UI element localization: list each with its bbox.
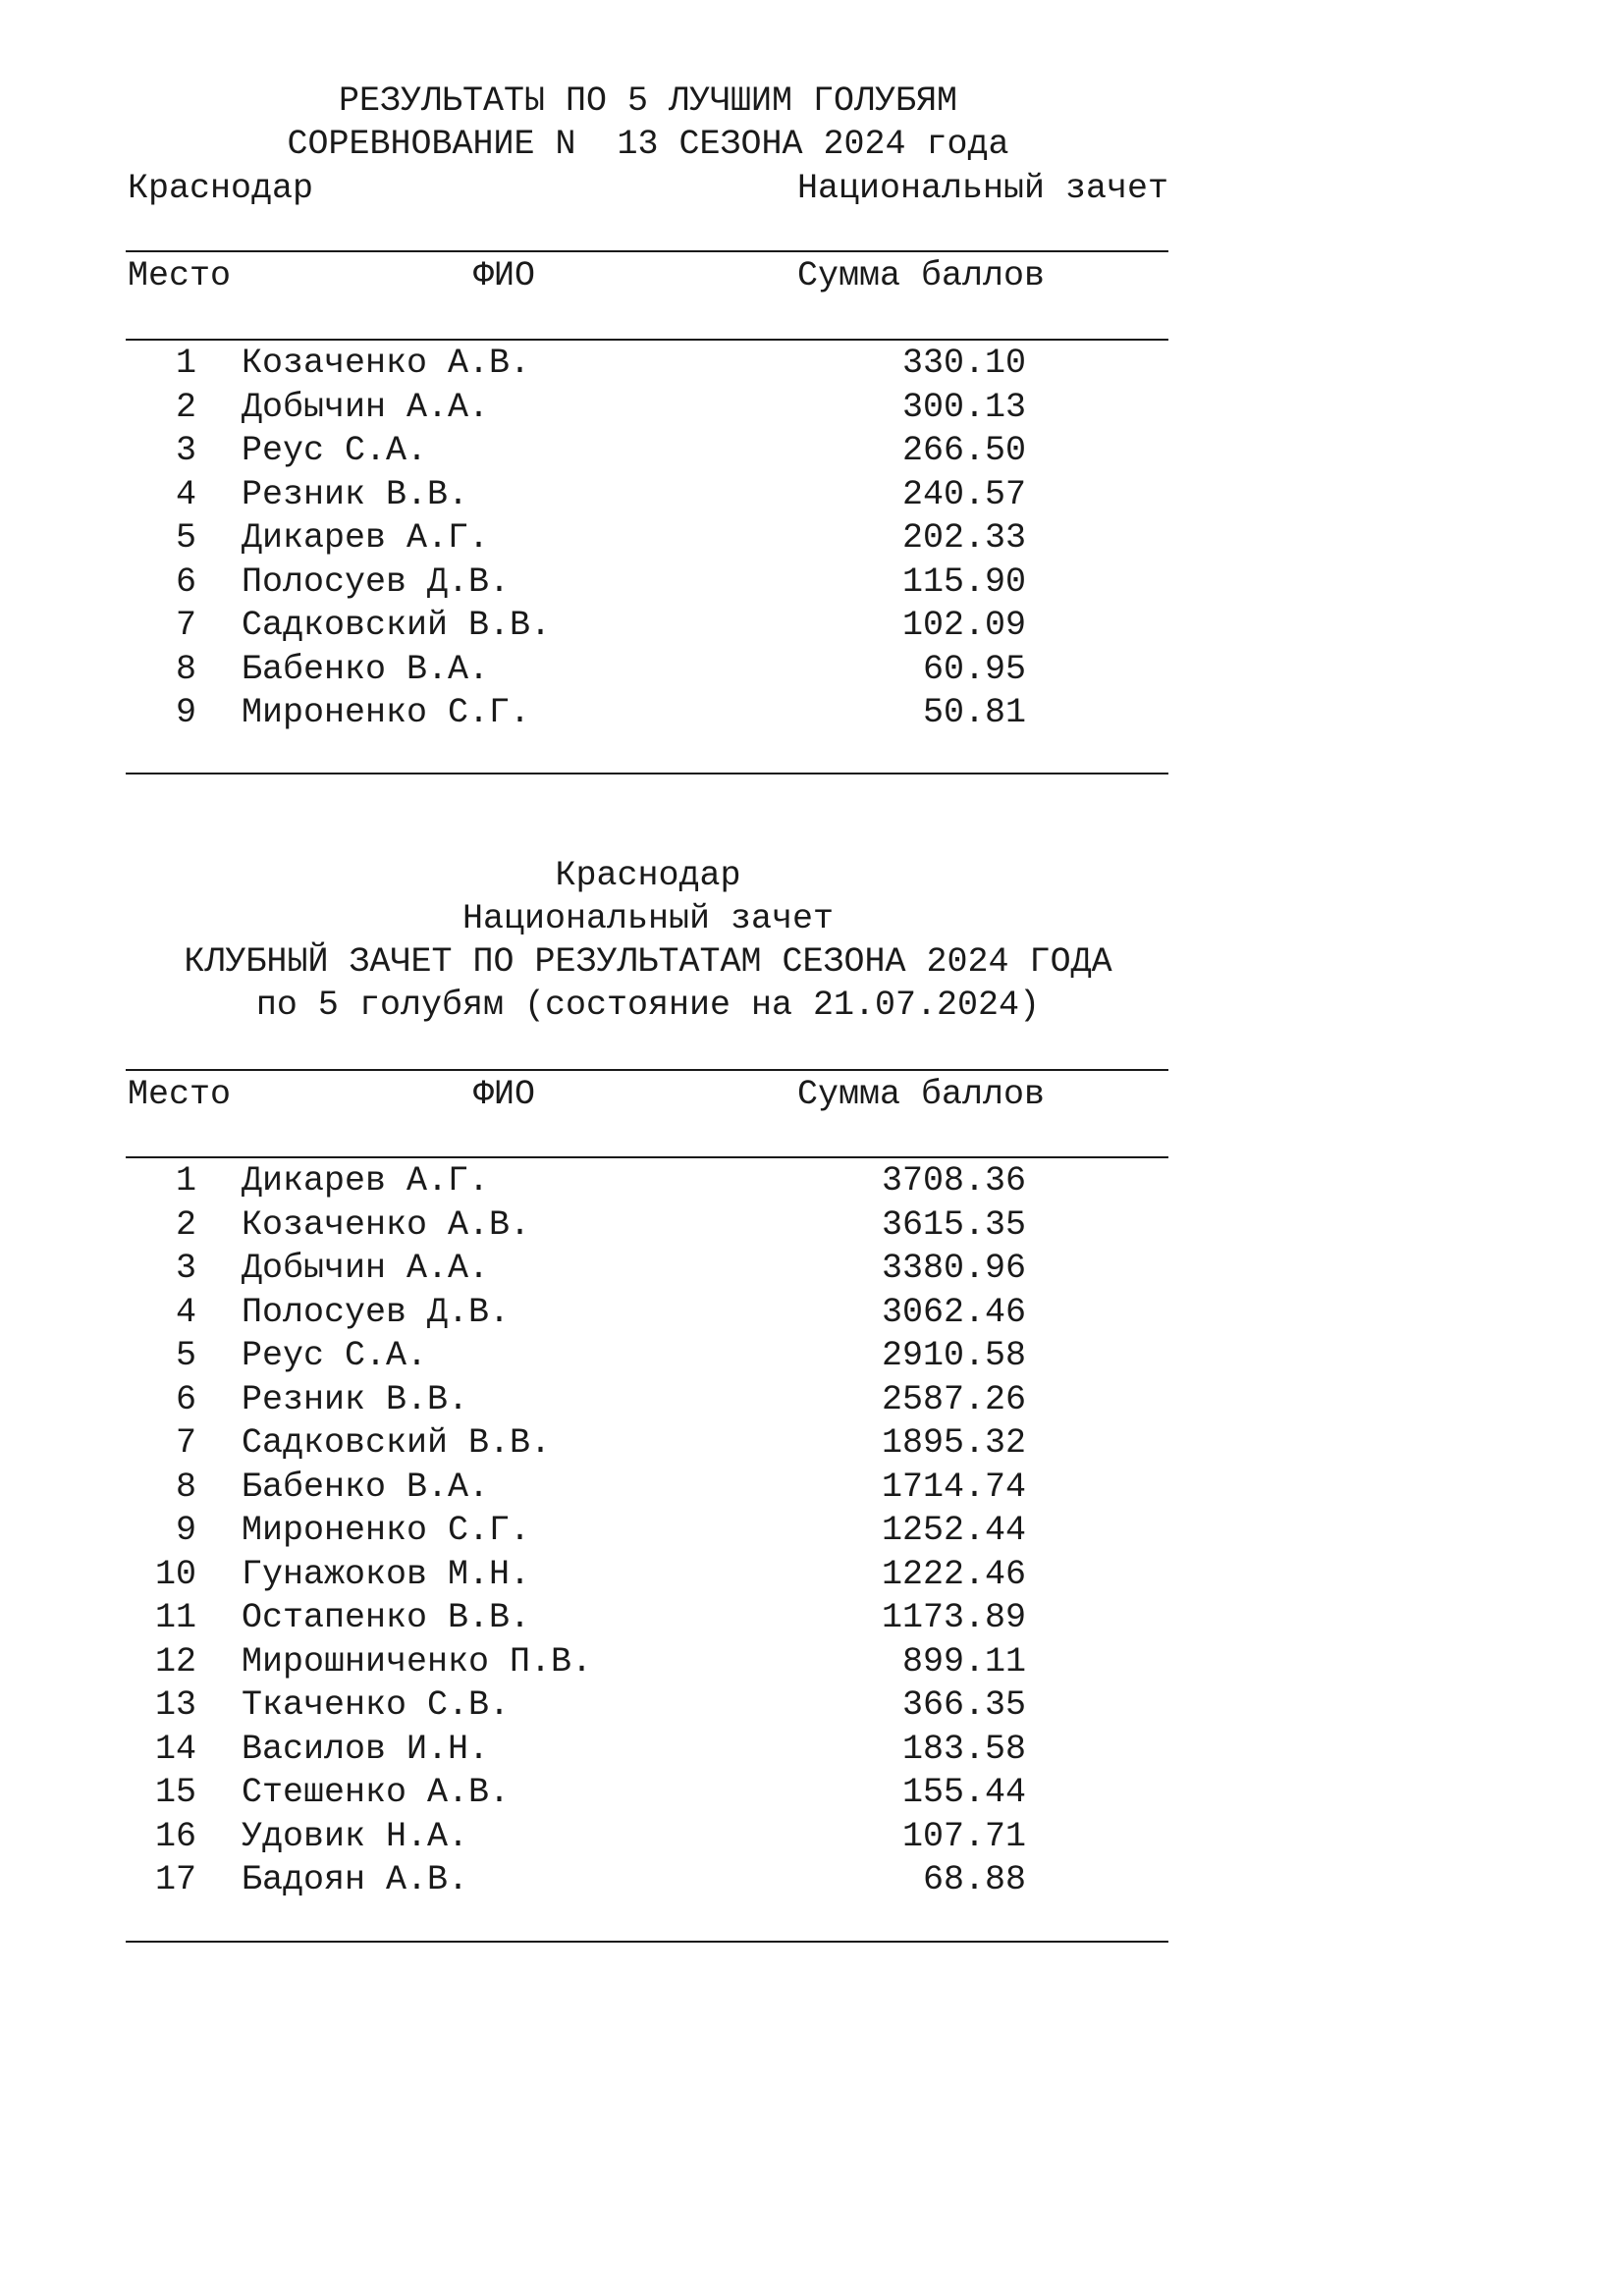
row-name: Садковский В.В. (242, 606, 552, 645)
section2-title: КЛУБНЫЙ ЗАЧЕТ ПО РЕЗУЛЬТАТАМ СЕЗОНА 2024 ГОДА (184, 942, 1112, 982)
row-place: 15 (154, 1773, 196, 1812)
row-name: Садковский В.В. (242, 1423, 552, 1463)
row-name: Мироненко С.Г. (242, 693, 531, 732)
row-score: 68.88 (922, 1860, 1026, 1899)
row-place: 3 (175, 431, 196, 470)
row-name: Мироненко С.Г. (242, 1511, 531, 1550)
row-score: 115.90 (901, 561, 1026, 602)
row-score: 2910.58 (881, 1336, 1026, 1375)
row-name: Резник В.В. (242, 474, 469, 514)
row-place: 3 (175, 1249, 196, 1288)
row-score: 60.95 (922, 649, 1026, 689)
section2-category: Национальный зачет (461, 899, 835, 938)
row-place: 6 (175, 1379, 196, 1419)
row-score: 1222.46 (881, 1554, 1026, 1594)
section2-rule-header (126, 1156, 1168, 1158)
section1-title: РЕЗУЛЬТАТЫ ПО 5 ЛУЧШИМ ГОЛУБЯМ (338, 81, 958, 121)
section2-header-name: ФИО (473, 1075, 536, 1114)
row-score: 240.57 (901, 474, 1026, 514)
row-name: Добычин А.А. (242, 387, 490, 427)
section1-rule-top (126, 250, 1168, 252)
section1-header-place: Место (128, 256, 232, 295)
section2-rule-top (126, 1069, 1168, 1071)
row-name: Остапенко В.В. (242, 1598, 531, 1637)
row-place: 9 (175, 1511, 196, 1550)
row-score: 2587.26 (881, 1379, 1026, 1419)
row-score: 300.13 (901, 387, 1026, 427)
section1-city: Краснодар (128, 169, 314, 208)
section2-header-score: Сумма баллов (797, 1075, 1046, 1114)
row-place: 7 (175, 606, 196, 645)
row-score: 366.35 (901, 1685, 1026, 1725)
row-score: 3380.96 (881, 1249, 1026, 1288)
section1-category: Национальный зачет (796, 169, 1168, 208)
row-place: 1 (175, 344, 196, 383)
row-name: Козаченко А.В. (242, 1204, 531, 1245)
section1-rule-bottom (126, 773, 1168, 774)
section2-city: Краснодар (555, 856, 741, 895)
row-name: Реус С.А. (242, 1336, 428, 1375)
row-name: Полосуев Д.В. (242, 1292, 511, 1332)
row-score: 1714.74 (881, 1467, 1026, 1507)
section1-header-score: Сумма баллов (797, 256, 1046, 295)
row-place: 11 (154, 1598, 196, 1637)
row-score: 3062.46 (881, 1292, 1026, 1332)
row-place: 12 (154, 1641, 196, 1682)
row-score: 266.50 (901, 431, 1026, 470)
row-place: 13 (154, 1685, 196, 1725)
row-score: 202.33 (901, 518, 1026, 558)
section1-rule-header (126, 339, 1168, 341)
row-score: 1173.89 (881, 1598, 1026, 1637)
row-score: 1895.32 (881, 1423, 1026, 1463)
row-name: Василов И.Н. (242, 1729, 490, 1769)
row-score: 3615.35 (881, 1204, 1026, 1245)
row-name: Резник В.В. (242, 1379, 469, 1419)
row-name: Дикарев А.Г. (242, 1161, 490, 1201)
row-name: Стешенко А.В. (242, 1773, 511, 1812)
row-place: 16 (154, 1816, 196, 1856)
row-place: 8 (175, 1467, 196, 1507)
row-score: 155.44 (901, 1773, 1026, 1812)
row-name: Полосуев Д.В. (242, 561, 511, 602)
row-score: 50.81 (922, 693, 1026, 732)
section2-rule-bottom (126, 1941, 1168, 1943)
row-place: 2 (175, 1204, 196, 1245)
section1-subtitle: СОРЕВНОВАНИЕ N 13 СЕЗОНА 2024 года (287, 125, 1009, 164)
row-score: 899.11 (901, 1641, 1026, 1682)
row-place: 17 (154, 1860, 196, 1899)
section2-header-place: Место (128, 1075, 232, 1114)
row-name: Бабенко В.А. (242, 1467, 490, 1507)
row-place: 4 (175, 474, 196, 514)
row-score: 107.71 (901, 1816, 1026, 1856)
row-name: Гунажоков М.Н. (242, 1554, 531, 1594)
row-place: 14 (154, 1729, 196, 1769)
row-name: Дикарев А.Г. (242, 518, 490, 558)
row-name: Реус С.А. (242, 431, 428, 470)
row-name: Мирошниченко П.В. (242, 1641, 593, 1682)
row-name: Удовик Н.А. (242, 1816, 469, 1856)
section1-header-name: ФИО (473, 256, 536, 295)
row-place: 10 (154, 1554, 196, 1594)
row-name: Бадоян А.В. (242, 1860, 469, 1899)
row-place: 7 (175, 1423, 196, 1463)
row-place: 6 (175, 561, 196, 602)
row-place: 4 (175, 1292, 196, 1332)
row-score: 330.10 (901, 344, 1026, 383)
row-place: 5 (175, 1336, 196, 1375)
row-score: 3708.36 (881, 1161, 1026, 1201)
row-score: 102.09 (901, 606, 1026, 645)
row-score: 183.58 (901, 1729, 1026, 1769)
row-name: Козаченко А.В. (242, 344, 531, 383)
row-name: Добычин А.А. (242, 1249, 490, 1288)
row-name: Бабенко В.А. (242, 649, 490, 689)
row-place: 1 (175, 1161, 196, 1201)
row-name: Ткаченко С.В. (242, 1685, 511, 1725)
row-score: 1252.44 (881, 1511, 1026, 1550)
row-place: 8 (175, 649, 196, 689)
row-place: 2 (175, 387, 196, 427)
section2-subtitle: по 5 голубям (состояние на 21.07.2024) (255, 986, 1041, 1025)
row-place: 9 (175, 693, 196, 732)
row-place: 5 (175, 518, 196, 558)
